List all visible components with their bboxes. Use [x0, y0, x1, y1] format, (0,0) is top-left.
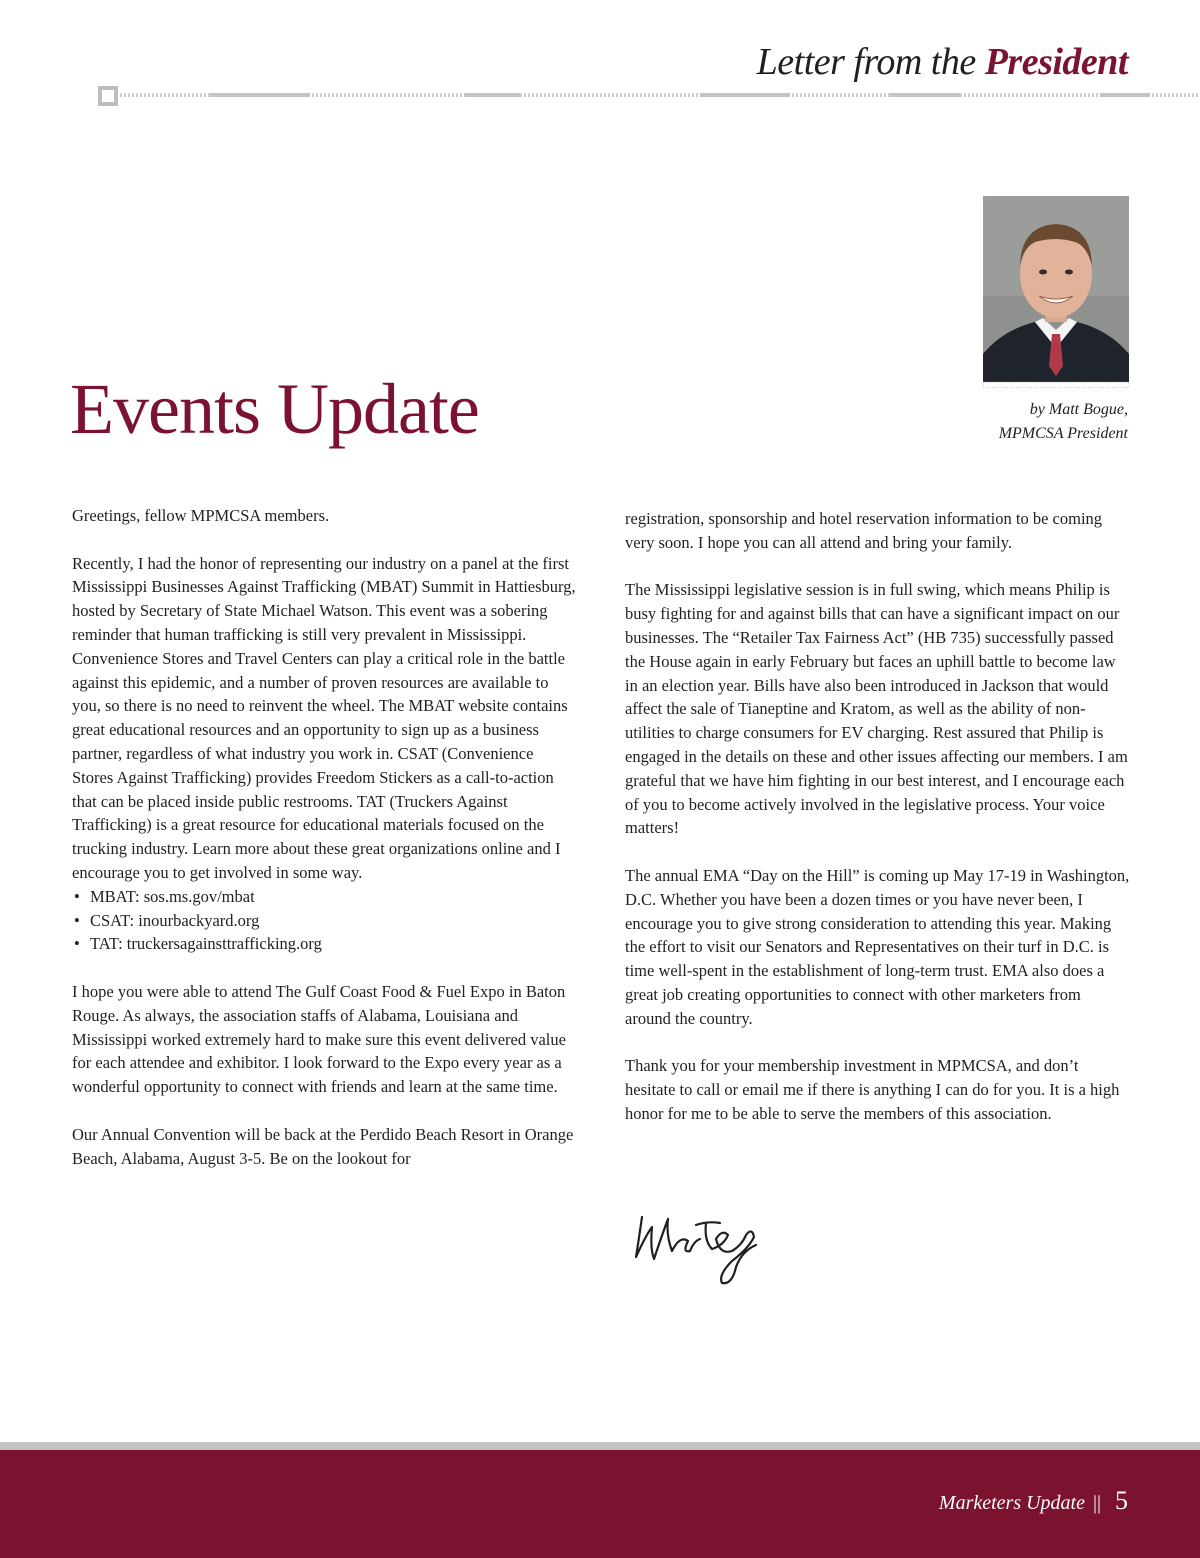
left-column: [72, 504, 577, 1194]
header-rule-accent: [700, 93, 790, 97]
header-rule-accent: [465, 93, 520, 97]
footer-separator: ||: [1092, 1492, 1101, 1514]
header-square-marker: [98, 86, 118, 106]
header-rule-accent: [210, 93, 310, 97]
body-paragraph: The annual EMA “Day on the Hill” is coming up May 17-19 in Washington, D.C. Whether you have been a dozen times or you have never been, I encourage you to give strong consideration to attending this year. Making the effort to visit our Senators and Representatives on their turf in D.C. is time well-spent in the establishment of long-term trust. EMA also does a great job creating opportunities to connect with other marketers from around the country.: [625, 865, 1130, 1028]
author-portrait-illustration: [983, 196, 1129, 388]
byline-title: MPMCSA President: [998, 425, 1128, 442]
author-portrait-photo: [983, 196, 1129, 388]
header-rule-accent: [1100, 93, 1150, 97]
section-header-emphasis: President: [984, 41, 1128, 83]
greeting-paragraph: Greetings, fellow MPMCSA members.: [72, 506, 330, 525]
list-item: • CSAT: inourbackyard.org: [72, 909, 577, 933]
byline-author: by Matt Bogue,: [1029, 401, 1128, 418]
body-paragraph: Our Annual Convention will be back at the Perdido Beach Resort in Orange Beach, Alabama, August 3-5. Be on the lookout for: [72, 1124, 574, 1168]
publication-name: Marketers Update: [938, 1492, 1085, 1514]
page-number: 5: [1115, 1486, 1128, 1515]
footer-text: [939, 1486, 1128, 1516]
header-rule-accent: [890, 93, 960, 97]
list-item: • MBAT: sos.ms.gov/mbat: [72, 885, 577, 909]
article-headline: Events Update: [70, 369, 479, 449]
list-item: • TAT: truckersagainsttrafficking.org: [72, 932, 577, 956]
body-paragraph: registration, sponsorship and hotel reservation information to be coming very soon. I hope you can all attend and bring your family.: [625, 509, 1103, 552]
body-paragraph: I hope you were able to attend The Gulf Coast Food & Fuel Expo in Baton Rouge. As always, the association staffs of Alabama, Louisiana and Mississippi worked extremely hard to make sure this event delivered value for each attendee and exhibitor. I look forward to the Expo every year as a wonderful opportunity to connect with friends and learn at the same time.: [72, 981, 566, 1097]
body-paragraph: The Mississippi legislative session is in full swing, which means Philip is busy fighting for and against bills that can have a significant impact on our businesses. The “Retailer Tax Fairness Act” (HB 735) successfully passed the House again in early February but faces an uphill battle to become law in an election year. Bills have also been introduced in Jackson that would affect the sale of Tianeptine and Kratom, as well as the ability of non-utilities to charge consumers for EV charging. Rest assured that Philip is engaged in the details on these and other issues affecting our members. I am grateful that we have him fighting in our best interest, and I encourage each of you to become actively involved in the legislative process. Your voice matters!: [625, 580, 1128, 838]
handwritten-signature: [628, 1205, 768, 1295]
resource-list: [72, 885, 577, 956]
right-column: [625, 507, 1130, 1150]
section-header-prefix: Letter from the: [756, 41, 985, 83]
body-paragraph: Recently, I had the honor of representing our industry on a panel at the first Mississippi Businesses Against Trafficking (MBAT) Summit in Hattiesburg, hosted by Secretary of State Michael Watson. This event was a sobering reminder that human trafficking is still very prevalent in Mississippi. Convenience Stores and Travel Centers can play a critical role in the battle against this epidemic, and a number of proven resources are available to you, so there is no need to reinvent the wheel. The MBAT website contains great educational resources and an opportunity to sign up as a business partner, regardless of what industry you work in. CSAT (Convenience Stores Against Trafficking) provides Freedom Stickers as a call-to-action that can be placed inside public restrooms. TAT (Truckers Against Trafficking) is a great resource for educational materials focused on the trucking industry. Learn more about these great organizations online and I encourage you to get involved in some way.: [72, 553, 576, 882]
byline: [999, 398, 1128, 446]
footer-stripe: [0, 1442, 1200, 1450]
body-paragraph: Thank you for your membership investment in MPMCSA, and don’t hesitate to call or email me if there is anything I can do for you. It is a high honor for me to be able to serve the members of this association.: [625, 1056, 1120, 1123]
section-header: [757, 40, 1128, 84]
